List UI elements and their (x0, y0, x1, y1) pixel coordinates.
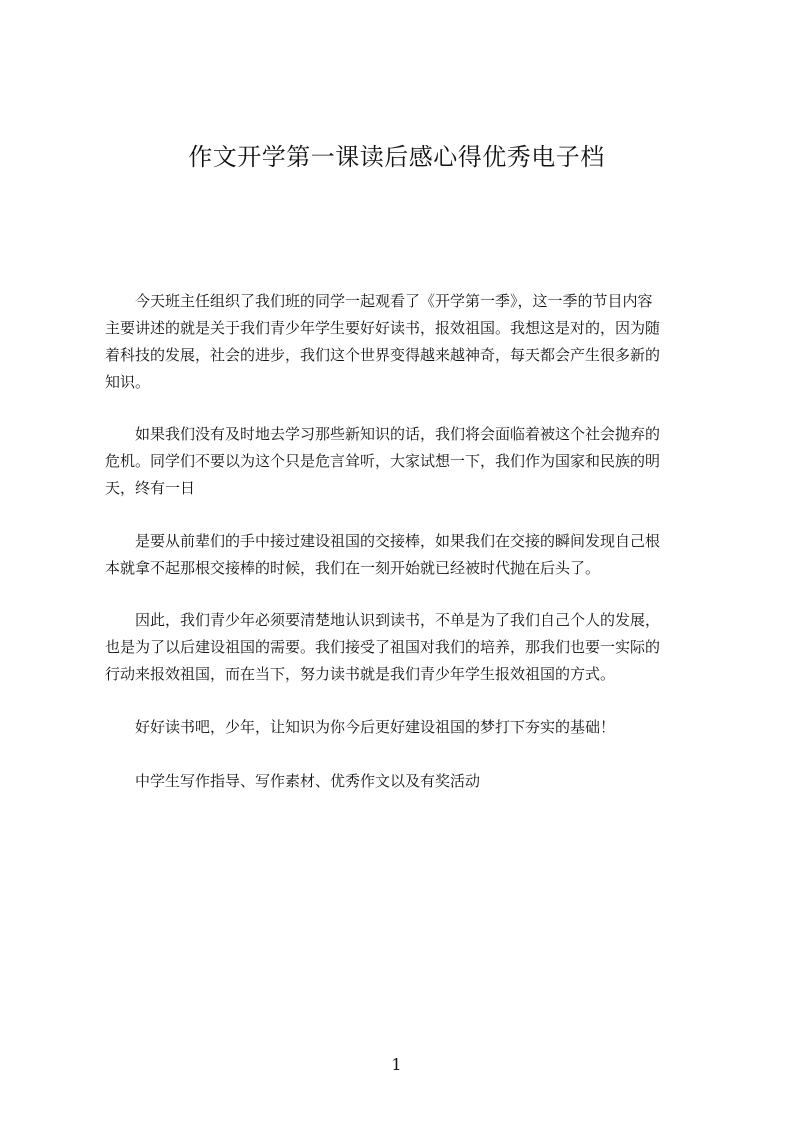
paragraph-line: 天，终有一日 (105, 479, 196, 497)
paragraph-line: 也是为了以后建设祖国的需要。我们接受了祖国对我们的培养，那我们也要一实际的 (105, 638, 661, 656)
paragraph-line: 着科技的发展，社会的进步，我们这个世界变得越来越神奇，每天都会产生很多新的 (105, 346, 661, 364)
paragraph-line: 本就拿不起那根交接棒的时候，我们在一刻开始就已经被时代抛在后头了。 (105, 559, 601, 577)
paragraph-line: 因此，我们青少年必须要清楚地认识到读书，不单是为了我们自己个人的发展， (105, 611, 661, 629)
page-number: 1 (391, 1055, 402, 1074)
paragraph-line: 中学生写作指导、写作素材、优秀作文以及有奖活动 (105, 772, 481, 790)
paragraph-line: 如果我们没有及时地去学习那些新知识的话，我们将会面临着被这个社会抛弃的 (105, 425, 661, 443)
paragraph-line: 行动来报效祖国，而在当下，努力读书就是我们青少年学生报效祖国的方式。 (105, 665, 616, 683)
paragraph-line: 今天班主任组织了我们班的同学一起观看了《开学第一季》，这一季的节目内容 (105, 292, 653, 310)
paragraph-line: 知识。 (105, 373, 151, 391)
document-title: 作文开学第一课读后感心得优秀电子档 (188, 143, 605, 171)
paragraph-line: 主要讲述的就是关于我们青少年学生要好好读书，报效祖国。我想这是对的，因为随 (105, 319, 661, 337)
paragraph-line: 是要从前辈们的手中接过建设祖国的交接棒，如果我们在交接的瞬间发现自己根 (105, 532, 661, 550)
paragraph-line: 危机。同学们不要以为这个只是危言耸听，大家试想一下，我们作为国家和民族的明 (105, 452, 661, 470)
paragraph-line: 好好读书吧，少年，让知识为你今后更好建设祖国的梦打下夯实的基础！ (105, 718, 616, 736)
